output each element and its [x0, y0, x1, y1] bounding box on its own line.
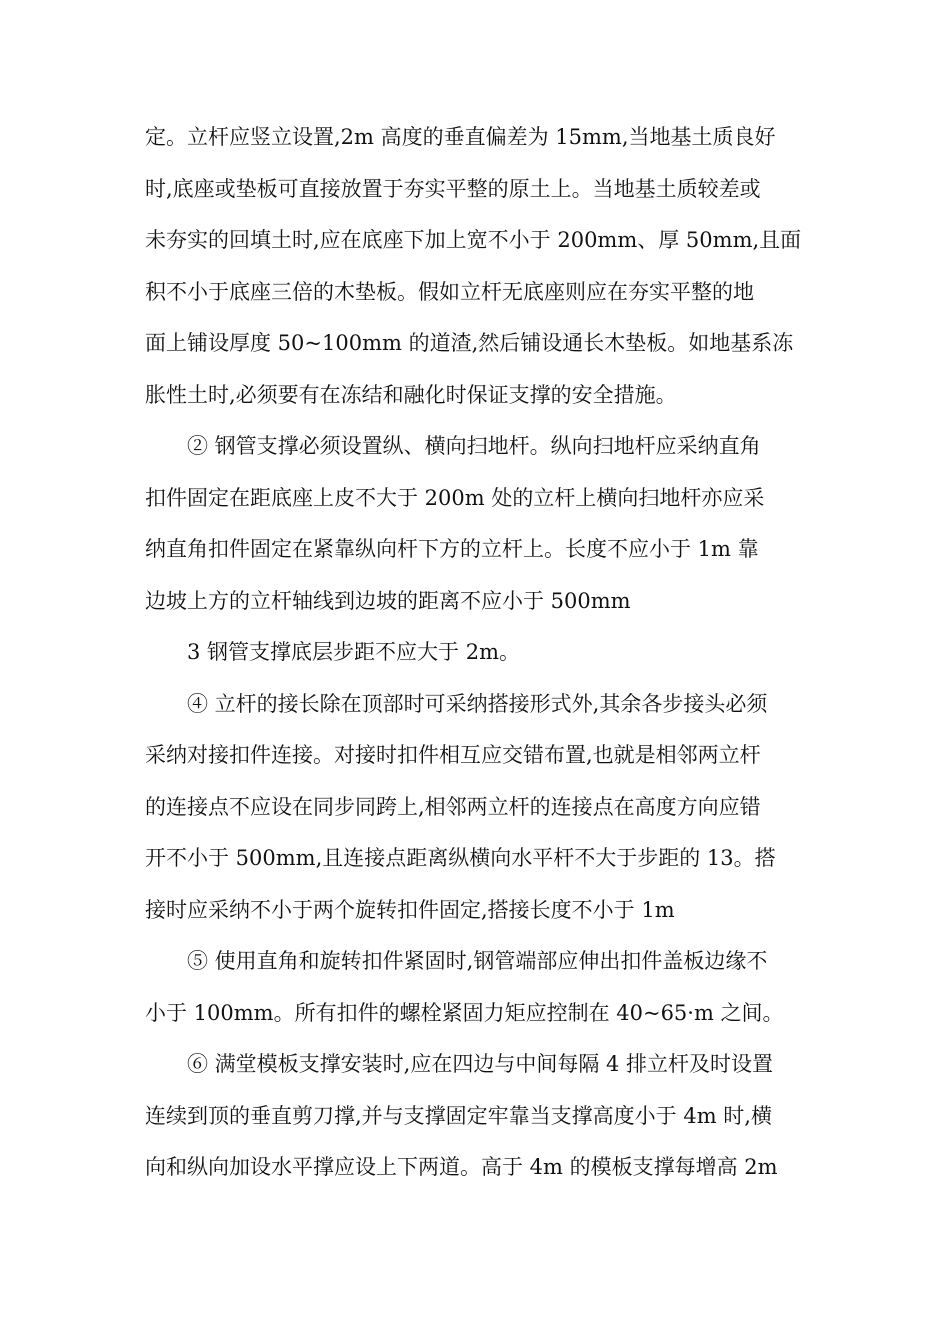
paragraph-start-line: ② 钢管支撑必须设置纵、横向扫地杆。纵向扫地杆应采纳直角 — [187, 434, 761, 458]
text-line: 时,底座或垫板可直接放置于夯实平整的原土上。当地基土质较差或 — [145, 176, 761, 201]
paragraph-start-line: ⑤ 使用直角和旋转扣件紧固时,钢管端部应伸出扣件盖板边缘不 — [187, 949, 768, 973]
text-line: 扣件固定在距底座上皮不大于 200m 处的立杆上横向扫地杆亦应采 — [145, 485, 765, 510]
paragraph-start-line: 3 钢管支撑底层步距不应大于 2m。 — [187, 640, 520, 664]
text-line: 小于 100mm。所有扣件的螺栓紧固力矩应控制在 40~65·m 之间。 — [145, 1000, 784, 1025]
text-line: 定。立杆应竖立设置,2m 高度的垂直偏差为 15mm,当地基土质良好 — [145, 125, 776, 149]
text-line: 接时应采纳不小于两个旋转扣件固定,搭接长度不小于 1m — [145, 897, 675, 922]
text-line: 开不小于 500mm,且连接点距离纵横向水平杆不大于步距的 13。搭 — [145, 846, 776, 870]
paragraph-start-line: ④ 立杆的接长除在顶部时可采纳搭接形式外,其余各步接头必须 — [187, 691, 768, 716]
paragraph-start-line: ⑥ 满堂模板支撑安装时,应在四边与中间每隔 4 排立杆及时设置 — [187, 1052, 774, 1076]
text-line: 采纳对接扣件连接。对接时扣件相互应交错布置,也就是相邻两立杆 — [145, 743, 761, 767]
text-line: 面上铺设厚度 50~100mm 的道渣,然后铺设通长木垫板。如地基系冻 — [145, 331, 794, 355]
document-body — [145, 112, 810, 1194]
text-line: 未夯实的回填土时,应在底座下加上宽不小于 200mm、厚 50mm,且面 — [145, 228, 802, 252]
text-line: 纳直角扣件固定在紧靠纵向杆下方的立杆上。长度不应小于 1m 靠 — [145, 537, 759, 561]
text-line: 连续到顶的垂直剪刀撑,并与支撑固定牢靠当支撑高度小于 4m 时,横 — [145, 1103, 772, 1128]
text-line: 胀性土时,必须要有在冻结和融化时保证支撑的安全措施。 — [145, 382, 677, 407]
text-line: 积不小于底座三倍的木垫板。假如立杆无底座则应在夯实平整的地 — [145, 279, 754, 304]
text-line: 向和纵向加设水平撑应设上下两道。高于 4m 的模板支撑每增高 2m — [145, 1155, 778, 1179]
text-line: 的连接点不应设在同步同跨上,相邻两立杆的连接点在高度方向应错 — [145, 794, 761, 819]
text-line: 边坡上方的立杆轴线到边坡的距离不应小于 500mm — [145, 588, 631, 613]
